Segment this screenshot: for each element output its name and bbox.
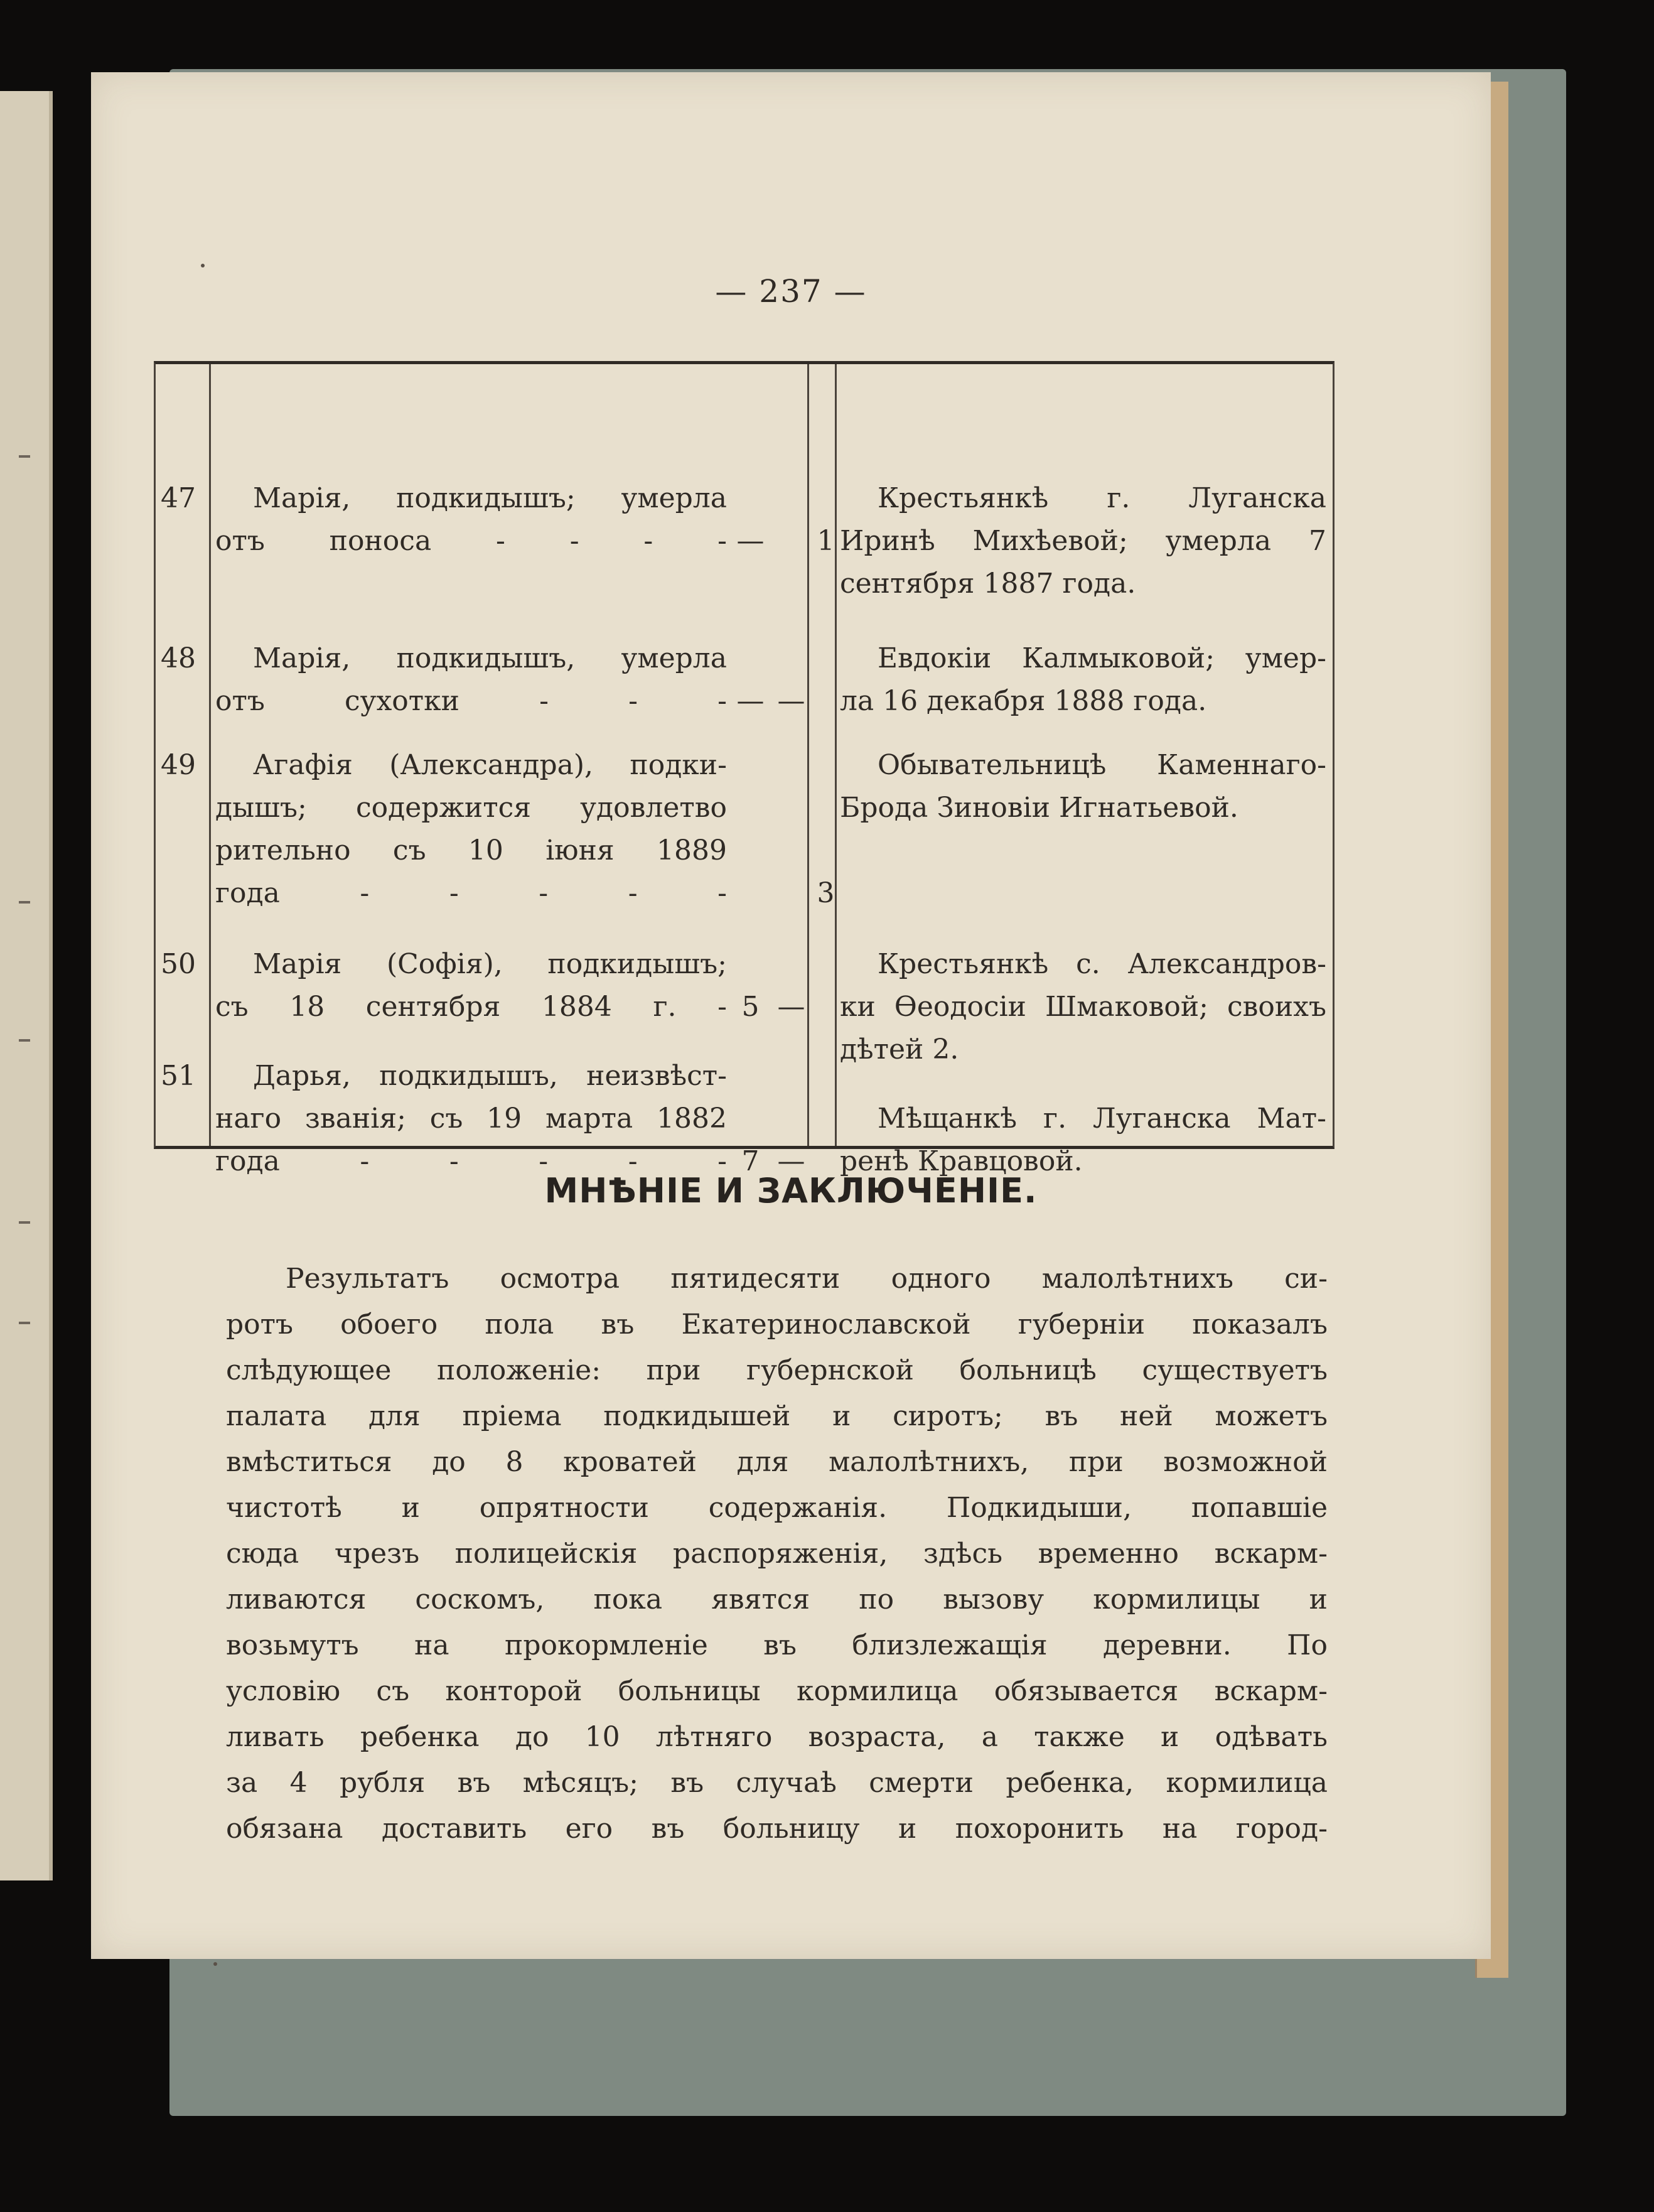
- caretaker-line: сентября 1887 года.: [840, 568, 1136, 600]
- child-line: отъ сухотки - - -: [215, 685, 727, 717]
- body-paragraph: [226, 1256, 1328, 1852]
- text-line: палата для пріема подкидышей и сиротъ; въ ней можетъ: [226, 1400, 1328, 1432]
- text-line: слѣдующее положеніе: при губернской больницѣ существуетъ: [226, 1354, 1328, 1386]
- margin-mark: [19, 1221, 30, 1224]
- caretaker-line: Крестьянкѣ г. Луганска: [878, 482, 1326, 514]
- count-cell: —: [777, 1145, 805, 1177]
- child-line: Дарья, подкидышъ, неизвѣст-: [253, 1060, 727, 1092]
- count-cell: —: [736, 525, 765, 557]
- child-line: рительно съ 10 іюня 1889: [215, 834, 727, 866]
- child-line: наго званія; съ 19 марта 1882: [215, 1103, 727, 1135]
- text-line: ротъ обоего пола въ Екатеринославской губерніи показалъ: [226, 1308, 1328, 1341]
- text-line: ливаются соскомъ, пока явятся по вызову кормилицы и: [226, 1583, 1328, 1616]
- table-divider: [807, 364, 809, 1146]
- caretaker-line: ки Өеодосіи Шмаковой; своихъ: [840, 991, 1326, 1023]
- margin-mark: [19, 1322, 30, 1324]
- caretaker-description: [840, 1098, 1326, 1183]
- page-number: — 237 —: [715, 273, 867, 310]
- child-line: года - - - - -: [215, 1145, 727, 1177]
- text-line: обязана доставить его въ больницу и похоронить на город-: [226, 1813, 1328, 1845]
- text-line: чистотѣ и опрятности содержанія. Подкидыши, попавшіе: [226, 1492, 1328, 1524]
- text-line: сюда чрезъ полицейскія распоряженія, здѣсь временно вскарм-: [226, 1538, 1328, 1570]
- text-line: вмѣститься до 8 кроватей для малолѣтнихъ, при возможной: [226, 1446, 1328, 1478]
- child-description: [215, 943, 727, 1028]
- foster-table: [154, 361, 1334, 1177]
- row-number: 47: [161, 482, 196, 514]
- child-line: съ 18 сентября 1884 г. -: [215, 991, 727, 1023]
- caretaker-line: Мѣщанкѣ г. Луганска Мат-: [878, 1103, 1326, 1135]
- count-cell: 7: [741, 1145, 760, 1177]
- text-line: Результатъ осмотра пятидесяти одного малолѣтнихъ си-: [286, 1263, 1328, 1295]
- row-number: 48: [161, 642, 196, 674]
- table-divider: [209, 364, 211, 1146]
- table-divider: [835, 364, 837, 1146]
- margin-mark: [19, 901, 30, 904]
- book-page: [91, 72, 1491, 1959]
- count-cell: 3: [817, 877, 835, 909]
- caretaker-description: [840, 943, 1326, 1071]
- caretaker-line: дѣтей 2.: [840, 1033, 959, 1066]
- child-line: года - - - - -: [215, 877, 727, 909]
- child-line: Агафія (Александра), подки-: [253, 749, 727, 781]
- count-cell: 5: [741, 991, 760, 1023]
- caretaker-description: [840, 637, 1326, 723]
- caretaker-line: Крестьянкѣ с. Александров-: [878, 948, 1326, 980]
- margin-mark: [19, 1039, 30, 1042]
- text-line: условію съ конторой больницы кормилица обязывается вскарм-: [226, 1675, 1328, 1707]
- child-line: Марія (Софія), подкидышъ;: [253, 948, 727, 980]
- caretaker-line: Иринѣ Михѣевой; умерла 7: [840, 525, 1326, 557]
- text-line: за 4 рубля въ мѣсяцъ; въ случаѣ смерти ребенка, кормилица: [226, 1767, 1328, 1799]
- child-line: Марія, подкидышъ; умерла: [253, 482, 727, 514]
- caretaker-line: ренѣ Кравцовой.: [840, 1145, 1083, 1177]
- speck: [201, 264, 205, 267]
- caretaker-line: Брода Зиновіи Игнатьевой.: [840, 792, 1238, 824]
- speck: [213, 1962, 217, 1966]
- caretaker-line: ла 16 декабря 1888 года.: [840, 685, 1207, 717]
- row-number: 50: [161, 948, 196, 980]
- child-line: отъ поноса - - - -: [215, 525, 727, 557]
- row-number: 49: [161, 749, 196, 781]
- count-cell: 1: [817, 525, 835, 557]
- child-description: [215, 477, 727, 563]
- caretaker-line: Обывательницѣ Каменнаго-: [878, 749, 1326, 781]
- child-description: [215, 637, 727, 723]
- child-line: Марія, подкидышъ, умерла: [253, 642, 727, 674]
- section-title: МНѢНІЕ И ЗАКЛЮЧЕНІЕ.: [544, 1171, 1038, 1211]
- count-cell: —: [777, 685, 805, 717]
- row-number: 51: [161, 1060, 196, 1092]
- child-description: [215, 1055, 727, 1183]
- child-description: [215, 744, 727, 915]
- count-cell: —: [736, 685, 765, 717]
- caretaker-line: Евдокіи Калмыковой; умер-: [878, 642, 1326, 674]
- count-cell: —: [777, 991, 805, 1023]
- left-page-edge: [0, 91, 53, 1880]
- child-line: дышъ; содержится удовлетво: [215, 792, 727, 824]
- text-line: ливать ребенка до 10 лѣтняго возраста, а также и одѣвать: [226, 1721, 1328, 1753]
- caretaker-description: [840, 477, 1326, 605]
- text-line: возьмутъ на прокормленіе въ близлежащія деревни. По: [226, 1629, 1328, 1661]
- margin-mark: [19, 455, 30, 458]
- caretaker-description: [840, 744, 1326, 829]
